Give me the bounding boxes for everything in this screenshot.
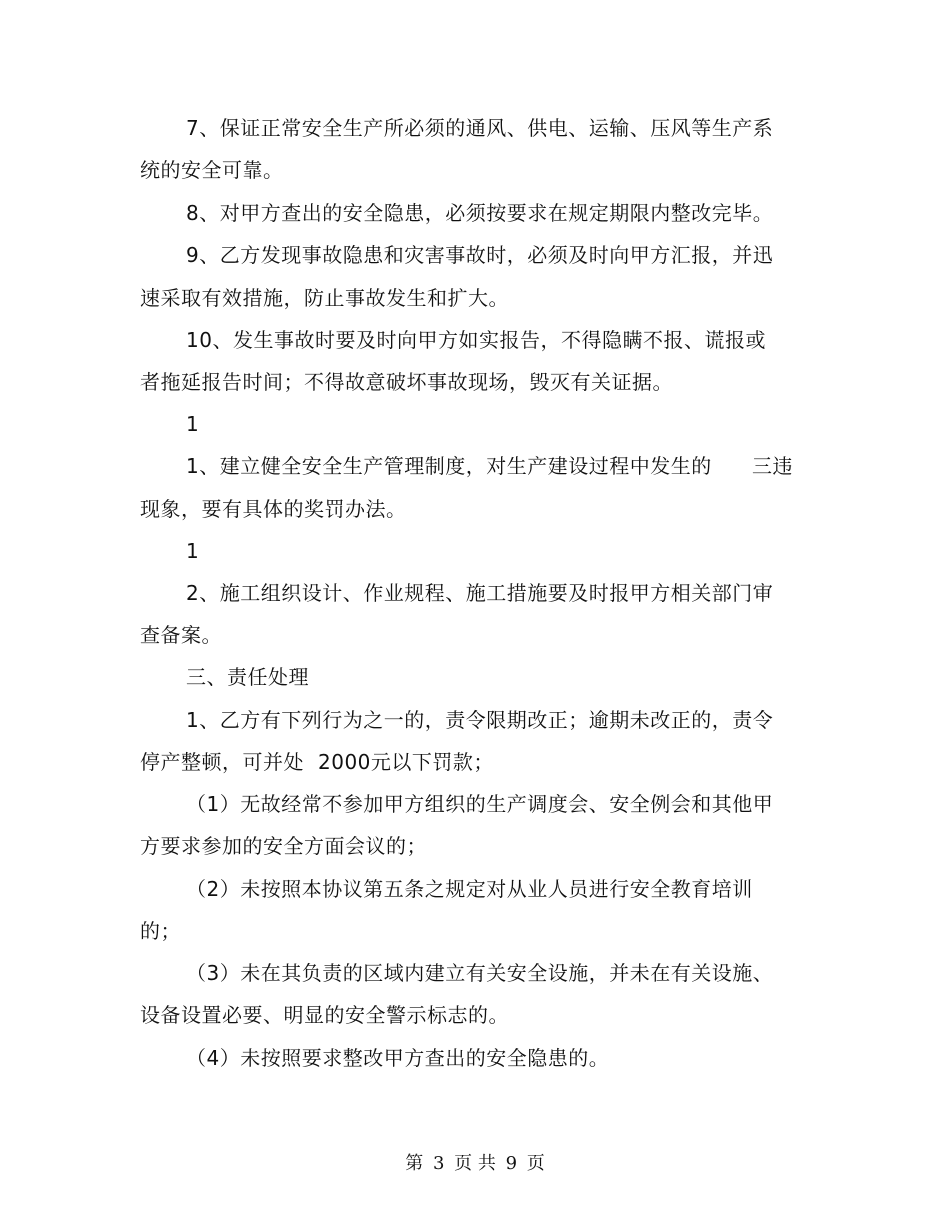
text-line: 查备案。 (140, 623, 222, 647)
text-line: 速采取有效措施，防止事故发生和扩大。 (140, 286, 509, 310)
current-page-number: 3 (432, 1153, 445, 1174)
text-line: 1 (186, 539, 200, 563)
text-line: 的； (140, 919, 181, 943)
text-line: 设备设置必要、明显的安全警示标志的。 (140, 1003, 509, 1027)
text-line: 三违 (752, 454, 793, 478)
page-mid-text: 页 共 (454, 1153, 496, 1174)
text-line: 10、发生事故时要及时向甲方如实报告，不得隐瞒不报、谎报或 (186, 328, 766, 352)
page-prefix: 第 (405, 1153, 424, 1174)
total-page-number: 9 (505, 1153, 518, 1174)
text-line: 1、建立健全安全生产管理制度，对生产建设过程中发生的 (186, 454, 712, 478)
text-line: 方要求参加的安全方面会议的； (140, 834, 427, 858)
section-heading: 三、责任处理 (186, 665, 309, 689)
text-line: 1、乙方有下列行为之一的，责令限期改正；逾期未改正的，责令 (186, 708, 774, 732)
page-suffix: 页 (526, 1153, 545, 1174)
text-line: （1）无故经常不参加甲方组织的生产调度会、安全例会和其他甲 (186, 792, 774, 816)
text-line: 9、乙方发现事故隐患和灾害事故时，必须及时向甲方汇报，并迅 (186, 243, 774, 267)
text-line: （4）未按照要求整改甲方查出的安全隐患的。 (186, 1046, 610, 1070)
text-line: 2000元以下罚款； (318, 750, 494, 774)
text-line: 停产整顿，可并处 (140, 750, 304, 774)
text-line: 1 (186, 412, 200, 436)
text-line: 者拖延报告时间；不得故意破坏事故现场，毁灭有关证据。 (140, 370, 673, 394)
text-line: 统的安全可靠。 (140, 158, 284, 182)
text-line: 现象，要有具体的奖罚办法。 (140, 497, 407, 521)
text-line: 8、对甲方查出的安全隐患，必须按要求在规定期限内整改完毕。 (186, 201, 774, 225)
text-line: （2）未按照本协议第五条之规定对从业人员进行安全教育培训 (186, 877, 753, 901)
text-line: 7、保证正常安全生产所必须的通风、供电、运输、压风等生产系 (186, 116, 774, 140)
text-line: 2、施工组织设计、作业规程、施工措施要及时报甲方相关部门审 (186, 581, 774, 605)
page-number-footer (0, 1152, 950, 1176)
text-line: （3）未在其负责的区域内建立有关安全设施，并未在有关设施、 (186, 961, 774, 985)
